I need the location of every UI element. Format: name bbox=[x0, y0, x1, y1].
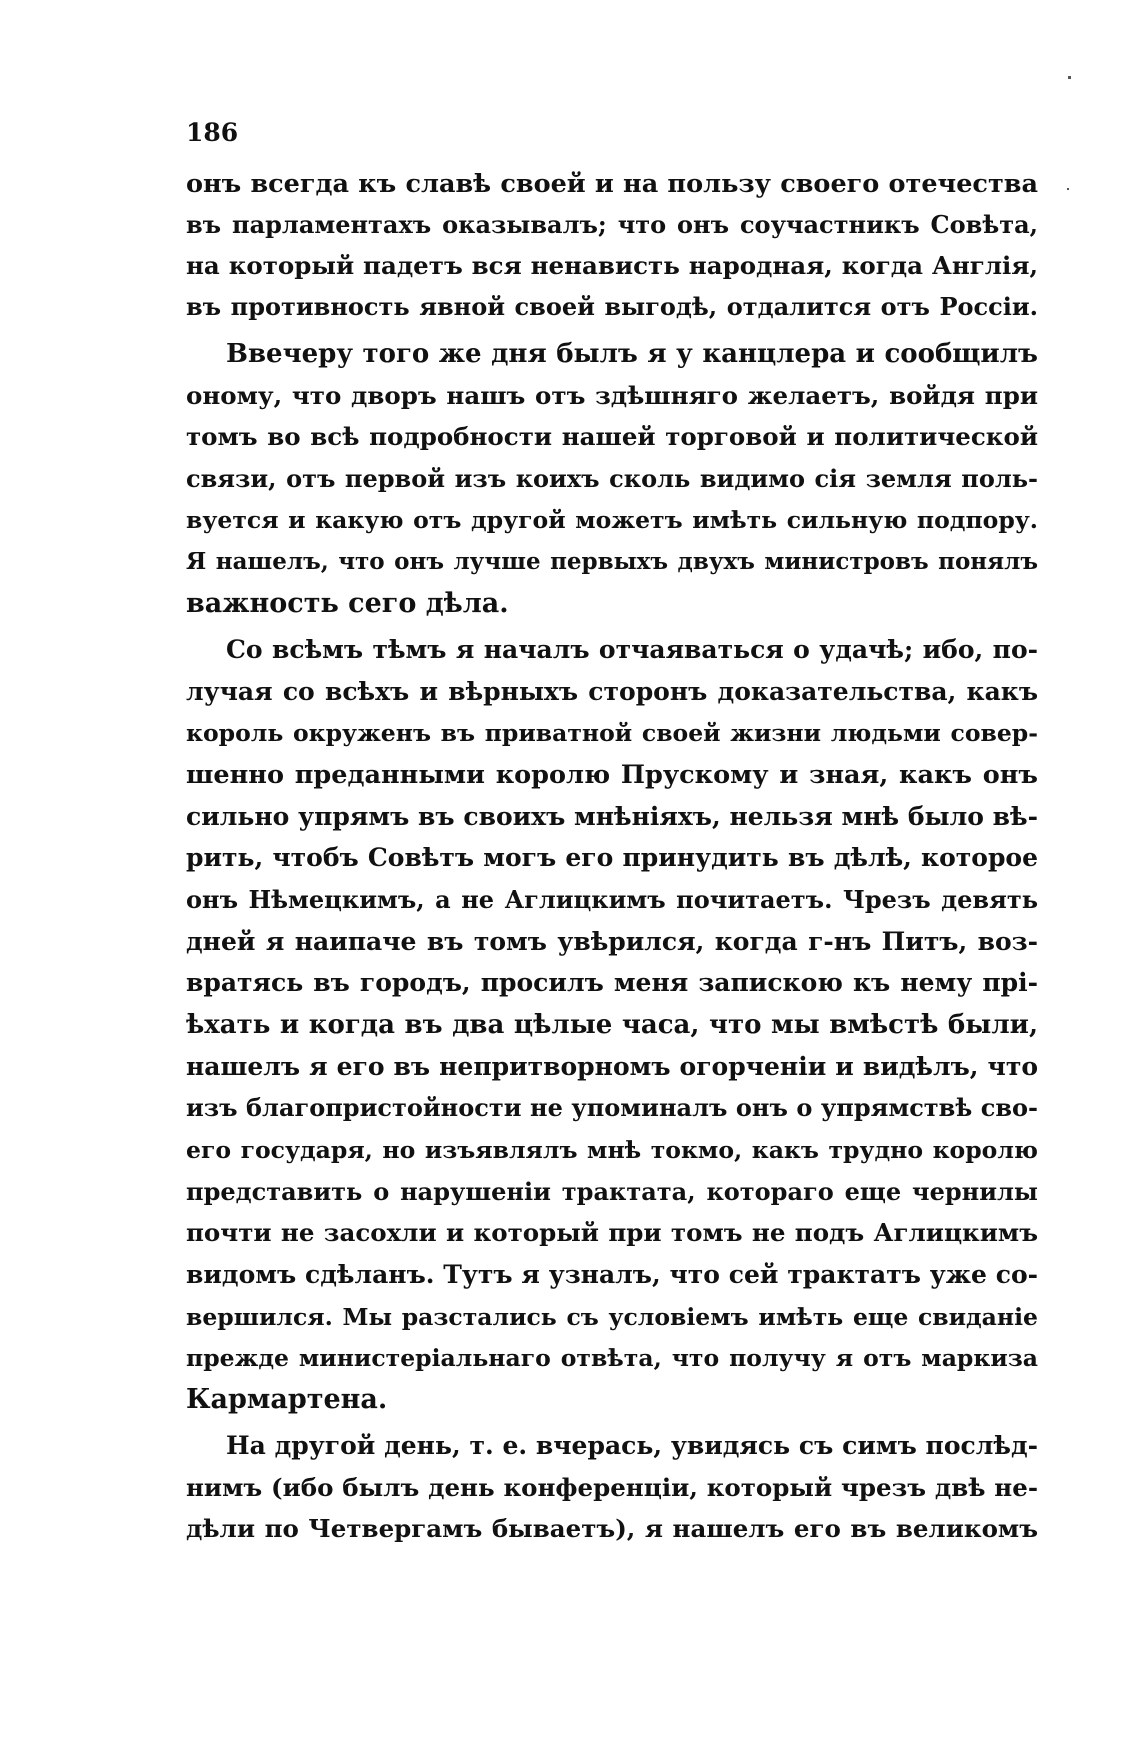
scan-speck bbox=[1067, 188, 1069, 190]
text-line: вуется и какую отъ другой можетъ имѣть сильную подпору. bbox=[186, 506, 1038, 534]
text-line: въ парламентахъ оказывалъ; что онъ соучастникъ Совѣта, bbox=[186, 210, 1038, 239]
text-line: онъ всегда къ славѣ своей и на пользу своего отечества bbox=[186, 169, 1038, 199]
text-line: представить о нарушеніи трактата, котораго еще чернилы bbox=[186, 1177, 1038, 1206]
text-line: прежде министеріальнаго отвѣта, что получу я отъ маркиза bbox=[186, 1344, 1038, 1372]
text-line: дѣли по Четвергамъ бываетъ), я нашелъ его въ великомъ bbox=[186, 1514, 1038, 1543]
text-line: нимъ (ибо былъ день конференціи, который чрезъ двѣ не- bbox=[186, 1473, 1038, 1502]
text-line: Я нашелъ, что онъ лучше первыхъ двухъ министровъ понялъ bbox=[186, 548, 1038, 575]
text-line: его государя, но изъявлялъ мнѣ токмо, какъ трудно королю bbox=[186, 1136, 1038, 1164]
text-line: на который падетъ вся ненависть народная, когда Англія, bbox=[186, 251, 1038, 280]
text-line: рить, чтобъ Совѣтъ могъ его принудить въ дѣлѣ, которое bbox=[186, 843, 1038, 872]
text-line: нашелъ я его въ непритворномъ огорченіи и видѣлъ, что bbox=[186, 1052, 1038, 1081]
text-line: лучая со всѣхъ и вѣрныхъ сторонъ доказательства, какъ bbox=[186, 677, 1038, 706]
text-line: король окруженъ въ приватной своей жизни людьми совер- bbox=[186, 719, 1038, 747]
text-line: онъ Нѣмецкимъ, а не Аглицкимъ почитаетъ. Чрезъ девять bbox=[186, 885, 1038, 914]
text-line: томъ во всѣ подробности нашей торговой и политической bbox=[186, 422, 1038, 451]
text-line: видомъ сдѣланъ. Тутъ я узналъ, что сей трактатъ уже со- bbox=[186, 1260, 1038, 1289]
text-line: связи, отъ первой изъ коихъ сколь видимо сія земля поль- bbox=[186, 464, 1038, 493]
text-line: вершился. Мы разстались съ условіемъ имѣть еще свиданіе bbox=[186, 1303, 1038, 1331]
text-line: изъ благопристойности не упоминалъ онъ о упрямствѣ сво- bbox=[186, 1093, 1038, 1122]
text-line: Кармартена. bbox=[186, 1384, 388, 1415]
text-line: важность сего дѣла. bbox=[186, 588, 509, 619]
text-line: оному, что дворъ нашъ отъ здѣшняго желаетъ, войдя при bbox=[186, 381, 1038, 410]
text-line: въ противность явной своей выгодѣ, отдалится отъ Россіи. bbox=[186, 292, 1038, 321]
text-line: сильно упрямъ въ своихъ мнѣніяхъ, нельзя мнѣ было вѣ- bbox=[186, 802, 1038, 831]
text-line: Со всѣмъ тѣмъ я началъ отчаяваться о удачѣ; ибо, по- bbox=[226, 635, 1038, 664]
text-line: На другой день, т. е. вчерась, увидясь съ симъ послѣд- bbox=[226, 1431, 1038, 1460]
text-line: Ввечеру того же дня былъ я у канцлера и сообщилъ bbox=[226, 339, 1038, 369]
text-line: почти не засохли и который при томъ не подъ Аглицкимъ bbox=[186, 1218, 1038, 1247]
text-line: дней я наипаче въ томъ увѣрился, когда г-нъ Питъ, воз- bbox=[186, 927, 1038, 956]
text-line: ѣхать и когда въ два цѣлые часа, что мы вмѣстѣ были, bbox=[186, 1010, 1038, 1040]
scan-speck bbox=[1068, 76, 1071, 79]
text-line: вратясь въ городъ, просилъ меня запискою къ нему прі- bbox=[186, 968, 1038, 997]
text-line: шенно преданными королю Прускому и зная, какъ онъ bbox=[186, 760, 1038, 790]
page-number: 186 bbox=[186, 118, 239, 147]
